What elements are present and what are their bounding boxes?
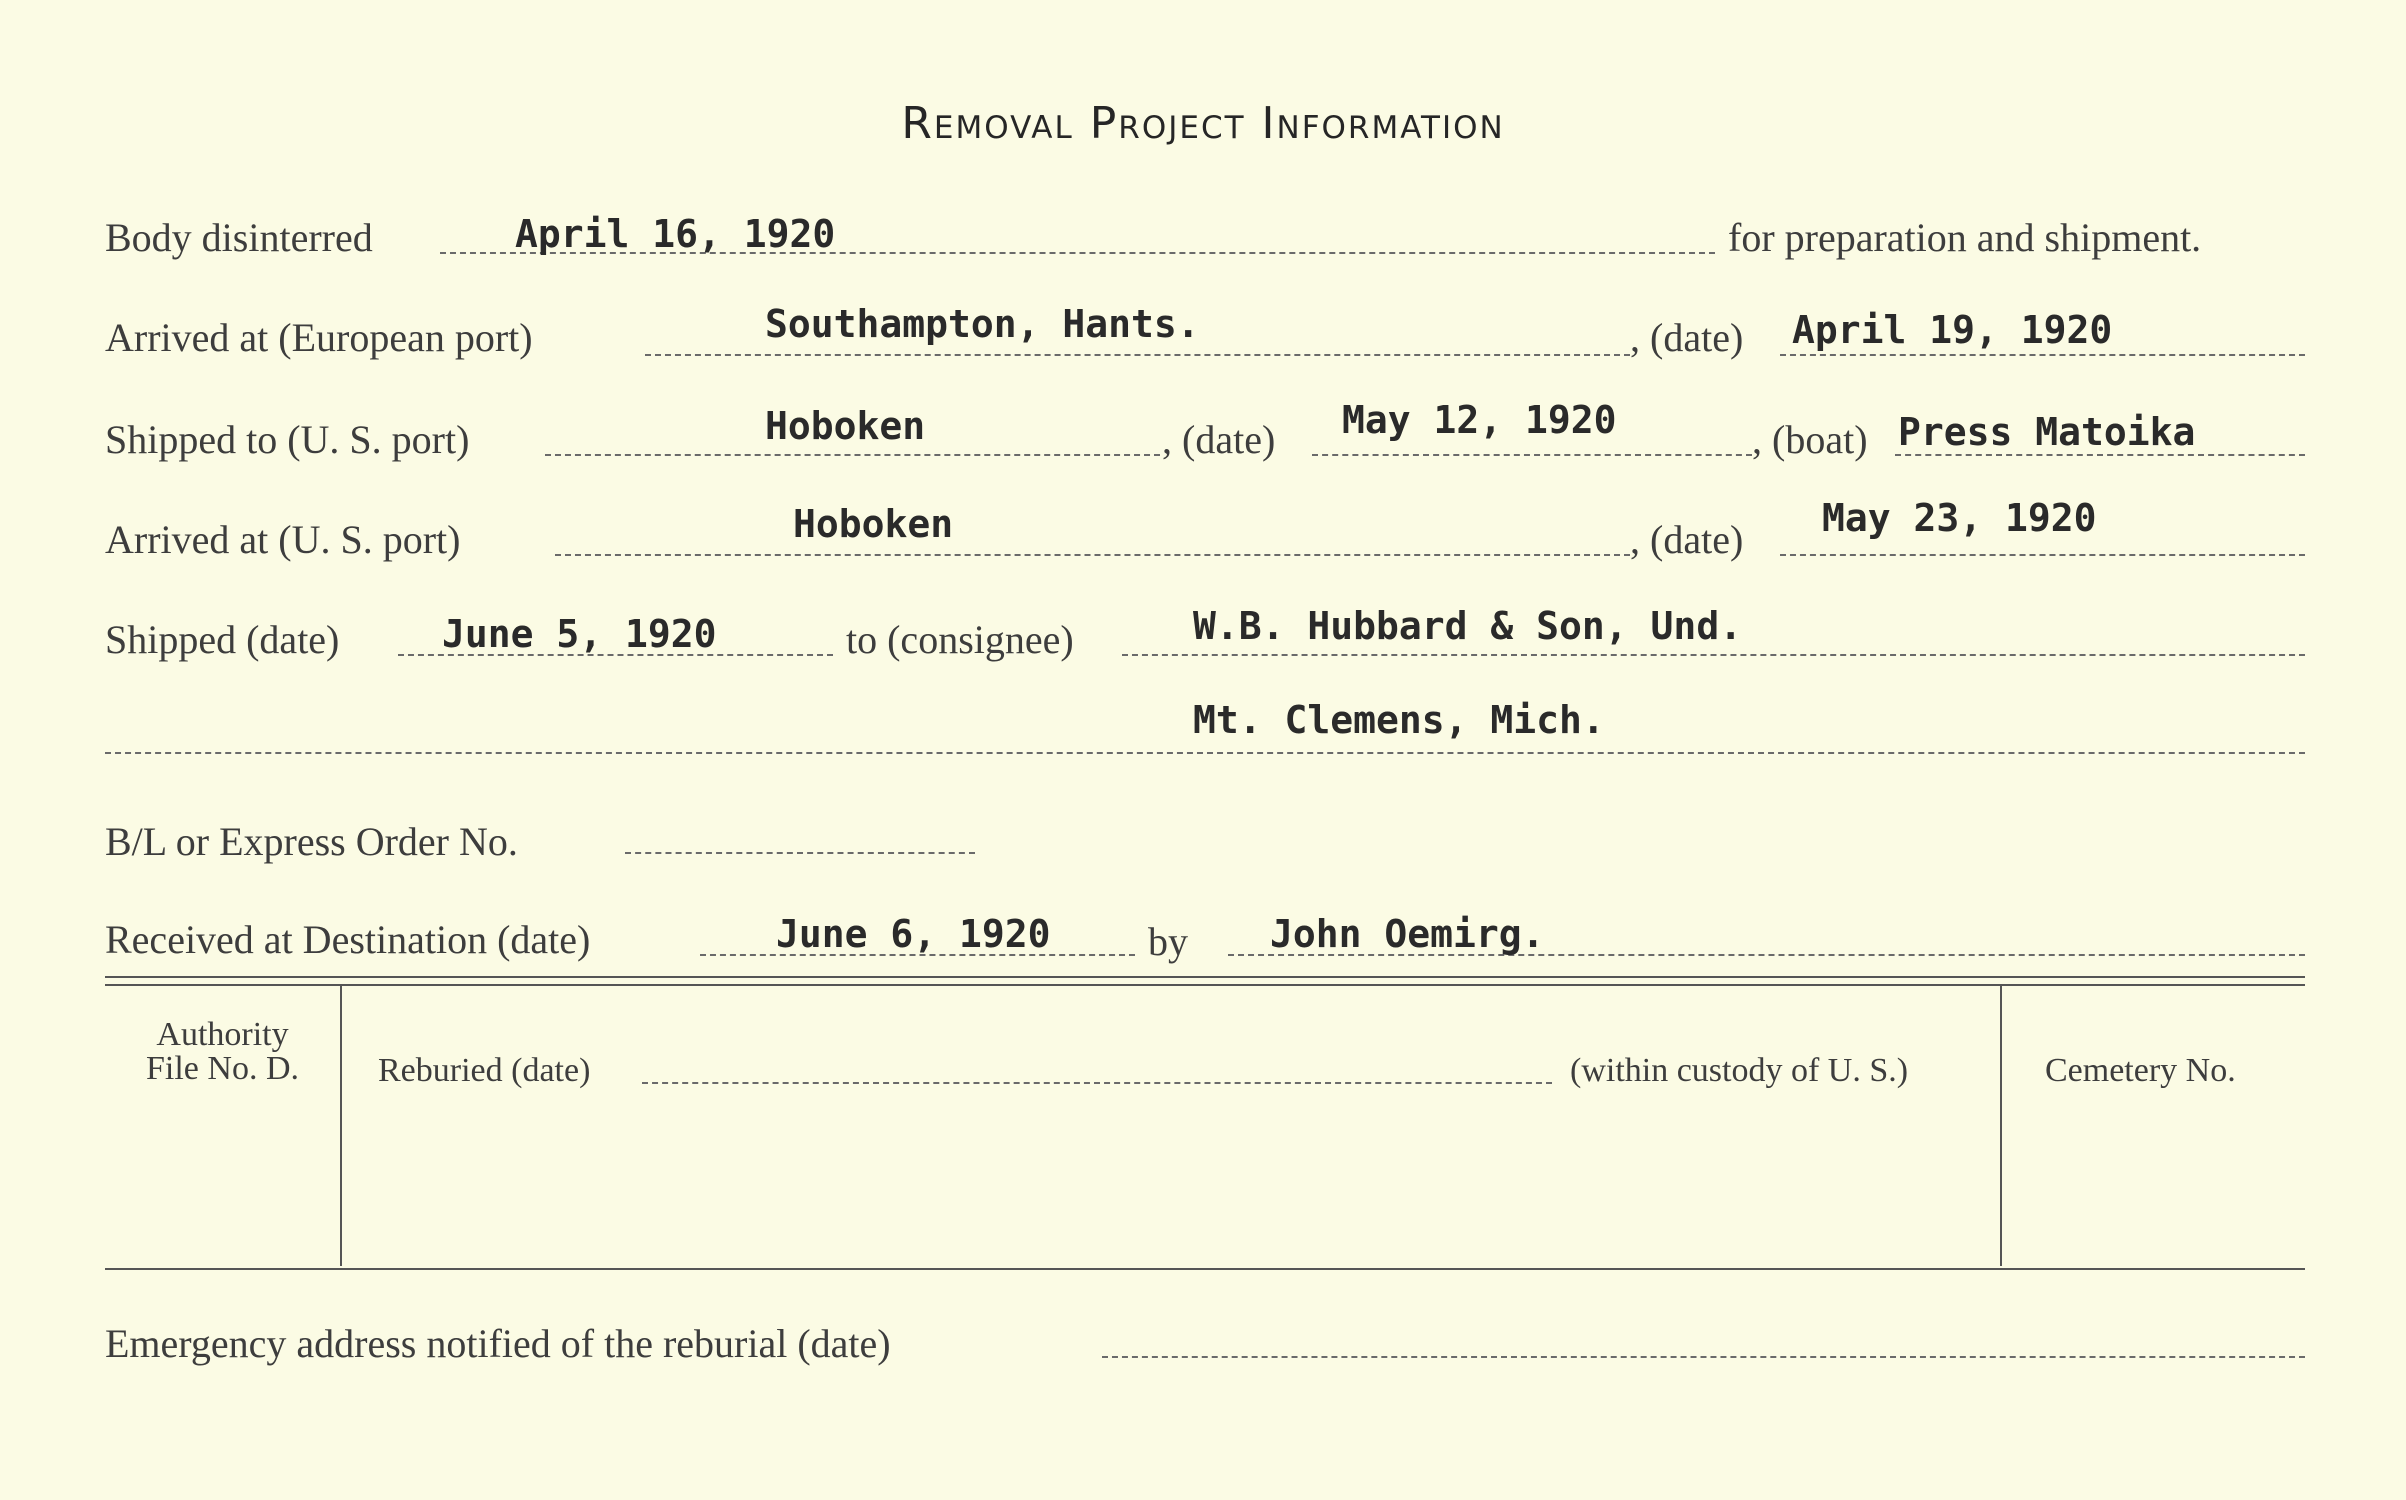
arrived-us-label: Arrived at (U. S. port) [105, 517, 461, 562]
disinterred-value: April 16, 1920 [515, 212, 836, 256]
euro-date-label: , (date) [1630, 315, 1744, 360]
consignee-line1: W.B. Hubbard & Son, Und. [1193, 604, 1743, 648]
shipped-date-label: Shipped (date) [105, 617, 340, 662]
shipped-us-line [545, 454, 1160, 456]
disinterred-suffix: for preparation and shipment. [1728, 215, 2202, 260]
box-divider-left [340, 986, 342, 1266]
double-rule-bottom [105, 984, 2305, 986]
shipped-us-date-label: , (date) [1162, 417, 1276, 462]
boat-line [1895, 454, 2305, 456]
shipped-us-label: Shipped to (U. S. port) [105, 417, 470, 462]
euro-date-line [1780, 354, 2305, 356]
by-value: John Oemirg. [1270, 912, 1545, 956]
cemetery-label: Cemetery No. [2045, 1052, 2236, 1089]
arrived-us-date-line [1780, 554, 2305, 556]
double-rule-top [105, 976, 2305, 978]
authority-line2: File No. D. [146, 1050, 299, 1087]
arrived-us-value: Hoboken [793, 502, 954, 546]
emergency-line [1102, 1356, 2305, 1358]
shipped-us-value: Hoboken [765, 404, 926, 448]
emergency-label: Emergency address notified of the reburial (date) [105, 1321, 891, 1366]
by-label: by [1148, 919, 1188, 964]
reburied-line [642, 1082, 1552, 1084]
title-text: Removal Project Information [901, 98, 1505, 149]
reburied-label: Reburied (date) [378, 1052, 591, 1089]
bl-line [625, 852, 975, 854]
arrived-us-date-label: , (date) [1630, 517, 1744, 562]
shipped-us-date-value: May 12, 1920 [1342, 398, 1617, 442]
disinterred-label: Body disinterred [105, 215, 373, 260]
shipped-us-date-line [1312, 454, 1752, 456]
box-divider-right [2000, 986, 2002, 1266]
arrived-us-line [555, 554, 1630, 556]
shipped-date-value: June 5, 1920 [442, 612, 717, 656]
boat-value: Press Matoika [1898, 410, 2196, 454]
euro-port-line [645, 354, 1630, 356]
arrived-us-date-value: May 23, 1920 [1822, 496, 2097, 540]
authority-line1: Authority [156, 1016, 289, 1053]
received-date-value: June 6, 1920 [776, 912, 1051, 956]
consignee-line [1122, 654, 2305, 656]
consignee-label: to (consignee) [846, 617, 1074, 662]
euro-port-label: Arrived at (European port) [105, 315, 533, 360]
consignee-line-2 [105, 752, 2305, 754]
consignee-line2: Mt. Clemens, Mich. [1193, 698, 1605, 742]
received-label: Received at Destination (date) [105, 917, 591, 962]
box-bottom-rule [105, 1268, 2305, 1270]
custody-label: (within custody of U. S.) [1570, 1052, 1909, 1089]
euro-port-value: Southampton, Hants. [765, 302, 1200, 346]
boat-label: , (boat) [1752, 417, 1868, 462]
authority-label [105, 1018, 340, 1086]
form-title [0, 98, 2406, 149]
euro-date-value: April 19, 1920 [1792, 308, 2113, 352]
bl-label: B/L or Express Order No. [105, 819, 518, 864]
